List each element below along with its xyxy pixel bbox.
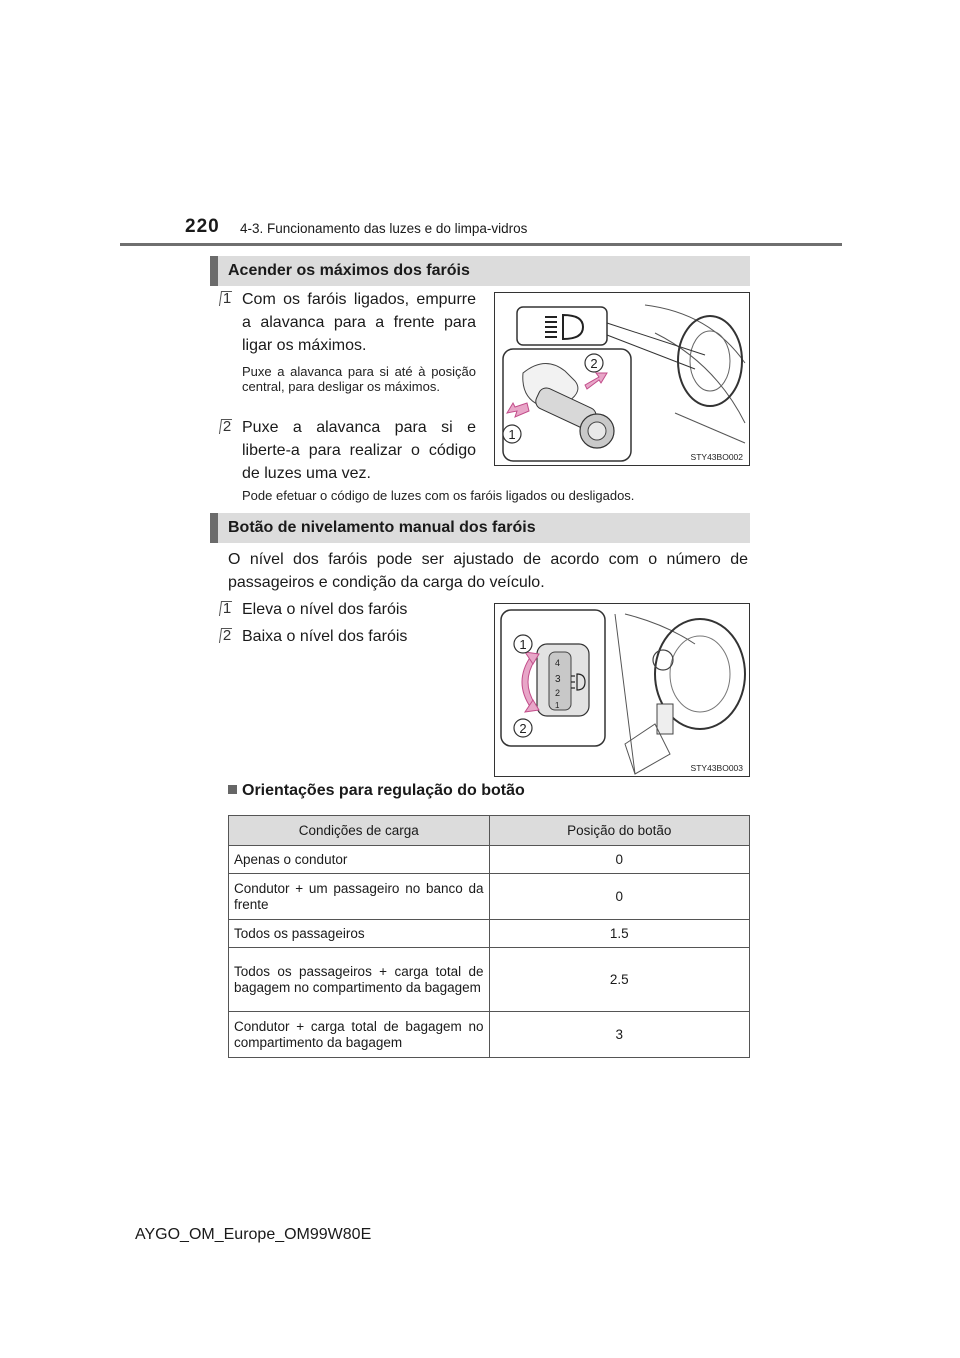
step-2-text: Puxe a alavanca para si e liberte-a para realizar o código de luzes uma vez. xyxy=(242,419,476,482)
guide-heading xyxy=(228,782,525,800)
bullet-square-icon xyxy=(228,785,237,794)
figure-code-2: STY43BO003 xyxy=(690,763,743,773)
leveling-step-2-text: Baixa o nível dos faróis xyxy=(242,628,408,645)
leveling-intro: O nível dos faróis pode ser ajustado de acordo com o número de passageiros e condição da carga do veículo. xyxy=(228,551,748,591)
section-title-leveling: Botão de nivelamento manual dos faróis xyxy=(210,513,750,543)
table-row xyxy=(229,874,750,920)
header-divider xyxy=(120,243,842,246)
table-header-row xyxy=(229,816,750,846)
leveling-step-1-text: Eleva o nível dos faróis xyxy=(242,601,408,618)
condition-cell: Condutor + carga total de bagagem no compartimento da bagagem xyxy=(229,1012,490,1058)
leveling-step-number-1: 1 xyxy=(218,600,236,618)
condition-cell: Todos os passageiros xyxy=(229,920,490,948)
dial-number-1: 1 xyxy=(555,701,560,710)
column-header-position: Posição do botão xyxy=(489,816,750,846)
guide-heading-text: Orientações para regulação do botão xyxy=(242,782,525,799)
step-1-text: Com os faróis ligados, empurre a alavanca para a frente para ligar os máximos. xyxy=(242,291,476,354)
leveling-callout-2: 2 xyxy=(519,721,527,736)
step-number-1: 1 xyxy=(218,290,236,308)
condition-cell: Todos os passageiros + carga total de bagagem no compartimento da bagagem xyxy=(229,948,490,1012)
condition-cell: Condutor + um passageiro no banco da frente xyxy=(229,874,490,920)
figure-headlight-lever xyxy=(494,292,750,466)
section-title-high-beam: Acender os máximos dos faróis xyxy=(210,256,750,286)
chapter-title: 4-3. Funcionamento das luzes e do limpa-vidros xyxy=(240,221,528,236)
step-1-note: Puxe a alavanca para si até à posição central, para desligar os máximos. xyxy=(242,364,476,394)
table-row xyxy=(229,948,750,1012)
figure-code: STY43BO002 xyxy=(690,452,743,462)
position-cell: 3 xyxy=(489,1012,750,1058)
page-number: 220 xyxy=(185,216,220,237)
callout-1: 1 xyxy=(508,427,516,442)
position-cell: 1.5 xyxy=(489,920,750,948)
leveling-dial-illustration xyxy=(495,604,750,777)
document-code: AYGO_OM_Europe_OM99W80E xyxy=(135,1226,372,1243)
dial-number-4: 4 xyxy=(555,658,561,668)
figure-leveling-dial xyxy=(494,603,750,777)
leveling-callout-1: 1 xyxy=(519,637,527,652)
dial-number-2: 2 xyxy=(555,688,561,698)
dial-number-3: 3 xyxy=(555,674,561,685)
flash-note: Pode efetuar o código de luzes com os faróis ligados ou desligados. xyxy=(242,488,635,503)
leveling-step-number-2: 2 xyxy=(218,627,236,645)
position-cell: 2.5 xyxy=(489,948,750,1012)
column-header-conditions: Condições de carga xyxy=(229,816,490,846)
position-cell: 0 xyxy=(489,874,750,920)
table-row xyxy=(229,920,750,948)
leveling-guide-table xyxy=(228,815,750,1058)
headlight-lever-illustration xyxy=(495,293,750,466)
table-row xyxy=(229,846,750,874)
table-row xyxy=(229,1012,750,1058)
callout-2: 2 xyxy=(590,356,598,371)
position-cell: 0 xyxy=(489,846,750,874)
condition-cell: Apenas o condutor xyxy=(229,846,490,874)
step-number-2: 2 xyxy=(218,418,236,436)
